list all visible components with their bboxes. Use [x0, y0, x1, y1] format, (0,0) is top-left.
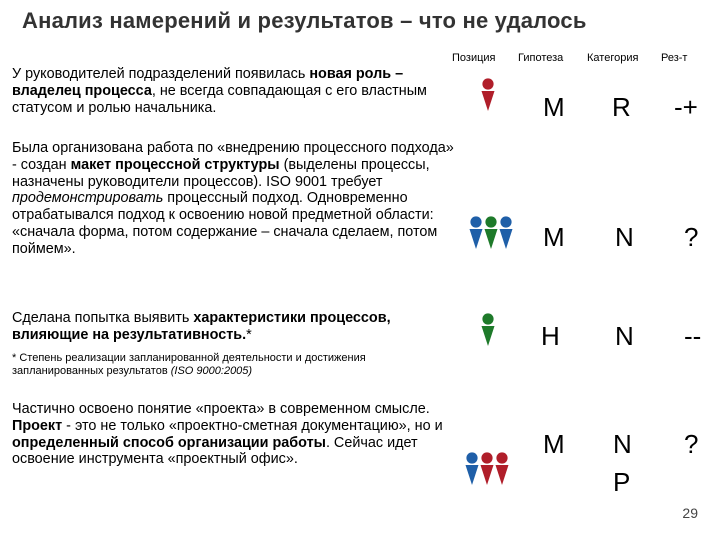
person-figure-icon	[481, 313, 495, 347]
figure-group	[481, 78, 495, 112]
person-figure-icon	[484, 216, 498, 250]
text-run: (выделены процессы, назначены руководители процессов). ISO 9001 требует	[12, 156, 430, 190]
hypothesis-value: M	[543, 92, 565, 122]
person-figure-icon	[469, 216, 483, 250]
category-value: N	[613, 429, 632, 459]
text-run: Проект	[12, 417, 63, 434]
row-text	[12, 401, 470, 468]
text-run: (ISO 9000:2005)	[170, 365, 253, 377]
text-run: , не всегда совпадающая с его властным статусом и ролью начальника.	[12, 82, 427, 116]
text-run: Частично освоено понятие «проекта» в современном смысле.	[12, 401, 430, 417]
column-header-category: Категория	[587, 52, 639, 64]
text-run: характеристики процессов, влияющие на результативность.	[12, 310, 391, 343]
person-figure-icon	[499, 216, 513, 250]
row-paragraph	[12, 140, 462, 258]
row-paragraph	[12, 401, 470, 468]
row-text	[12, 140, 462, 258]
text-run: макет процессной структуры	[70, 156, 280, 173]
text-run: *	[246, 326, 252, 343]
result-value: -+	[674, 92, 698, 122]
result-value: ?	[684, 222, 699, 252]
page-number: 29	[682, 505, 698, 521]
category-value-2: P	[613, 467, 631, 497]
hypothesis-value: M	[543, 222, 565, 252]
text-run: . Сейчас идет освоение инструмента «проектный офис».	[12, 434, 418, 468]
hypothesis-value: M	[543, 429, 565, 459]
person-figure-icon	[480, 452, 494, 486]
person-figure-icon	[481, 78, 495, 112]
column-header-result: Рез-т	[661, 52, 688, 64]
column-header-hypothesis: Гипотеза	[518, 52, 564, 64]
row-text	[12, 310, 470, 344]
text-run: У руководителей подразделений появилась	[12, 66, 310, 82]
row-paragraph	[12, 66, 470, 116]
result-value: ?	[684, 429, 699, 459]
person-figure-icon	[465, 452, 479, 486]
hypothesis-value: H	[541, 321, 560, 351]
text-run: Была организована работа по «внедрению процессного подхода» - создан	[12, 140, 454, 173]
text-run: продемонстрировать	[12, 190, 164, 207]
figure-group	[465, 452, 509, 486]
person-figure-icon	[495, 452, 509, 486]
figure-group	[481, 313, 495, 347]
text-run: новая роль – владелец процесса	[12, 66, 404, 99]
text-run: * Степень реализации запланированной деятельности и достижения запланированных результатов	[12, 352, 366, 377]
category-value: R	[612, 92, 631, 122]
column-header-position: Позиция	[452, 52, 496, 64]
row-text	[12, 66, 470, 116]
category-value: N	[615, 321, 634, 351]
figure-group	[469, 216, 513, 250]
page-title: Анализ намерений и результатов – что не удалось	[22, 8, 587, 33]
text-run: процессный подход. Одновременно отрабатывался подход к освоению новой предметной области: «сначала форма, потом содержание – сначала сделаем, потом поймем».	[12, 190, 438, 257]
category-value: N	[615, 222, 634, 252]
footnote	[12, 352, 432, 378]
text-run: определенный способ организации работы	[12, 434, 326, 451]
row-paragraph	[12, 310, 470, 344]
text-run: Сделана попытка выявить	[12, 310, 194, 326]
result-value: --	[684, 321, 702, 351]
text-run: - это не только «проектно-сметная документацию», но и	[62, 417, 443, 434]
